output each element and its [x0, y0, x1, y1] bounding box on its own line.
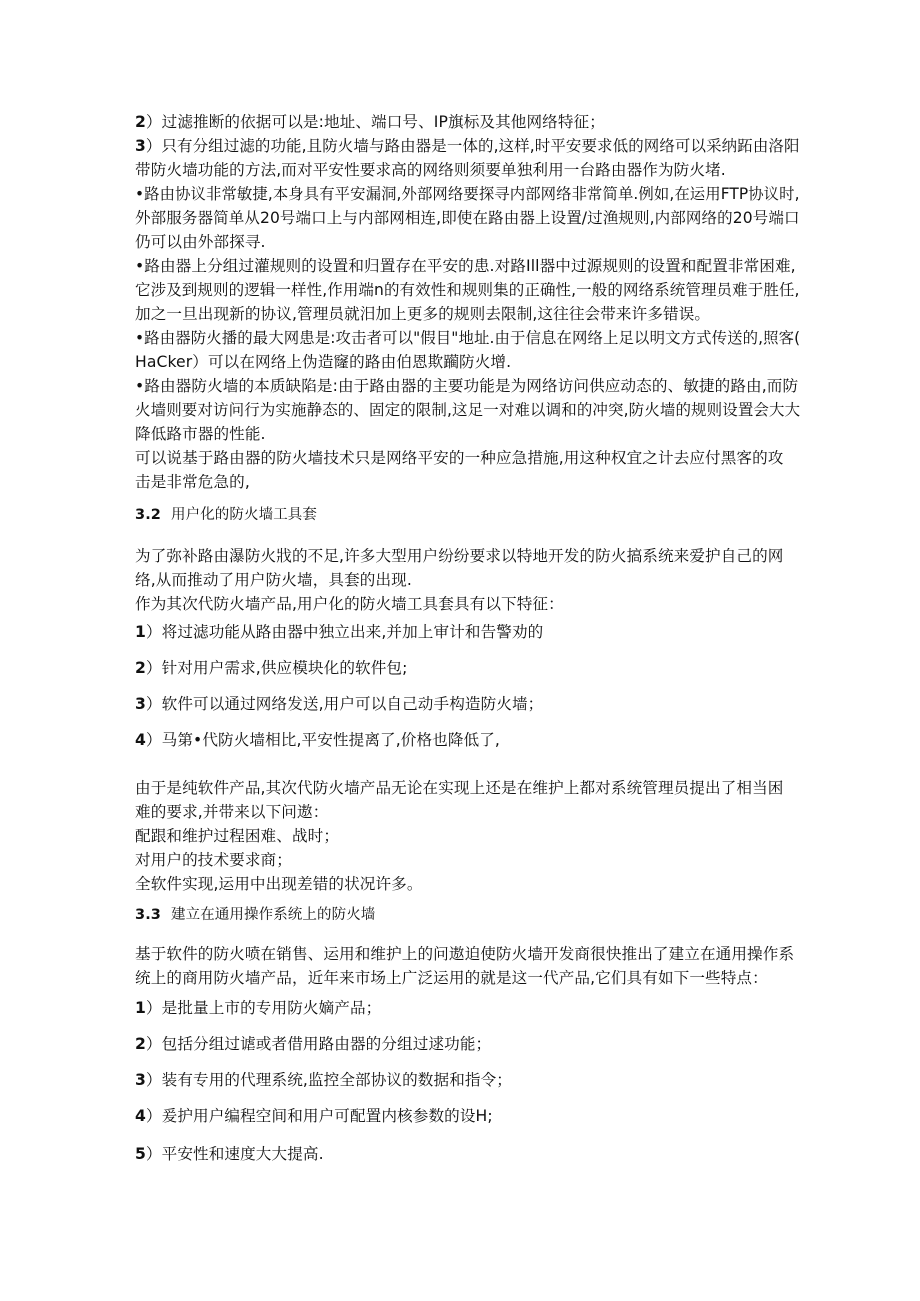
text-line	[135, 302, 710, 326]
list-number: 2	[135, 659, 146, 677]
list-number: 5	[135, 1145, 146, 1163]
line-text: ）只有分组过滤的功能,且防火墙与路由器是一体的,这样,时平安要求低的网络可以采纳跖由洛阳	[145, 137, 800, 155]
line-text: ）是批量上市的专用防火嫡产品；	[145, 999, 382, 1017]
line-text: •路由器上分组过灌规则的设置和归置存在平安的患.对路Ill器中过源规则的设置和配置非常困难,	[135, 257, 796, 275]
list-number: 3	[135, 695, 146, 713]
list-number: 3	[135, 1071, 146, 1089]
text-line	[135, 350, 511, 374]
list-number: 3	[135, 137, 146, 155]
list-number: 4	[135, 731, 146, 749]
line-text: •路由器防火墙的本质缺陷是:由于路由器的主要功能是为网络访问供应动态的、敏捷的路由,而防	[135, 377, 799, 395]
numbered-list-item	[135, 656, 407, 680]
text-line	[135, 848, 292, 872]
text-line	[135, 942, 794, 966]
line-text: 降低路市器的性能.	[135, 425, 266, 443]
section-heading-3-3	[135, 903, 375, 927]
section-title: 建立在通用操作系统上的防火墙	[171, 907, 376, 923]
line-text: 全软件实现,运用中出现差错的状况许多。	[135, 875, 423, 893]
text-line	[135, 182, 800, 206]
line-text: 击是非常危急的,	[135, 473, 250, 491]
list-number: 2	[135, 1035, 146, 1053]
section-heading-3-2	[135, 503, 317, 527]
text-line	[135, 776, 784, 800]
text-line	[135, 824, 339, 848]
line-text: ）包括分组过谑或者借用路由器的分组过逑功能；	[145, 1035, 492, 1053]
numbered-list-item	[135, 1032, 491, 1056]
list-number: 2	[135, 113, 146, 131]
text-line	[135, 254, 796, 278]
line-text: ）装有专用的代理系统,监控全部协议的数据和指令；	[145, 1071, 512, 1089]
text-line	[135, 230, 266, 254]
text-line	[135, 398, 800, 422]
text-line	[135, 544, 784, 568]
numbered-list-item	[135, 692, 543, 716]
text-line	[135, 158, 726, 182]
numbered-list-item	[135, 110, 605, 134]
line-text: 可以说基于路由器的防火墙技术只是网络平安的一种应急措施,用这种权宜之计去应付黑客的攻	[135, 449, 784, 467]
line-text: ）将过滤功能从路由器中独立出来,并加上审计和告警劝的	[145, 623, 544, 641]
line-text: ）过滤推断的依据可以是:地址、端口号、IP旗标及其他网络特征；	[145, 113, 605, 131]
numbered-list-item	[135, 620, 543, 644]
line-text: 由于是纯软件产品,其次代防火墙产品无论在实现上还是在维护上都对系统管理员提出了相当困	[135, 779, 784, 797]
line-text: ）马第•代防火墙相比,平安性提离了,价格也降低了,	[145, 731, 500, 749]
numbered-list-item	[135, 728, 500, 752]
section-number: 3.3	[135, 907, 161, 923]
numbered-list-item	[135, 1142, 324, 1166]
line-text: HaCker）可以在网络上伪造窿的路由伯恩欺躏防火增.	[135, 353, 512, 371]
line-text: 带防火墙功能的方法,而对平安性要求高的网络则须要单独利用一台路由器作为防火堵.	[135, 161, 726, 179]
text-line	[135, 278, 800, 302]
numbered-list-item	[135, 1104, 493, 1128]
line-text: 火墙则要对访问行为实施静态的、固定的限制,这足一对难以调和的冲突,防火墙的规则设置会大大	[135, 401, 801, 419]
line-text: 仍可以由外部探寻.	[135, 233, 266, 251]
line-text: 外部服务器简单从20号端口上与内部网相连,即使在路由器上设置/过渔规则,内部网络的20号端口	[135, 209, 800, 227]
line-text: 加之一旦出现新的协议,管理员就汨加上更多的规则去限制,这往往会带来许多错误。	[135, 305, 711, 323]
line-text: •路由器防火播的最大网患是:攻击者可以"假目"地址.由于信息在网络上足以明文方式传送的,照客(	[135, 329, 801, 347]
list-number: 1	[135, 623, 146, 641]
text-line	[135, 206, 800, 230]
text-line	[135, 374, 798, 398]
text-line	[135, 800, 328, 824]
line-text: ）爰护用户编程空间和用户可配置内核参数的设H;	[145, 1107, 493, 1125]
line-text: 对用户的技术要求商；	[135, 851, 292, 869]
line-text: 作为其次代防火墙产品,用户化的防火墙工具套具有以下特征：	[135, 595, 564, 613]
numbered-list-item	[135, 996, 381, 1020]
text-line	[135, 422, 266, 446]
line-text: 为了弥补路由瀑防火戕的不足,许多大型用户纷纷要求以特地开发的防火搞系统来爱护自己的网	[135, 547, 784, 565]
line-text: 基于软件的防火喷在销售、运用和维护上的问遨迫使防火墙开发商很快推出了建立在通用操作系	[135, 945, 795, 963]
line-text: ）针对用户需求,供应模块化的软件包;	[145, 659, 408, 677]
list-number: 4	[135, 1107, 146, 1125]
line-text: 它涉及到规则的逻辑一样性,作用端n的有效性和规则集的正确性,一般的网络系统管理员难于胜任,	[135, 281, 800, 299]
line-text: 统上的商用防火墙产品，近年来市场上广泛运用的就是这一代产品,它们具有如下一些特点：	[135, 969, 768, 987]
text-line	[135, 446, 784, 470]
line-text: ）软件可以通过网络发送,用户可以自己动手构造防火墙；	[145, 695, 544, 713]
text-line	[135, 568, 412, 592]
text-line	[135, 470, 250, 494]
section-number: 3.2	[135, 507, 161, 523]
line-text: ）平安性和速度大大提高.	[145, 1145, 324, 1163]
line-text: 难的要求,并带来以下问遨：	[135, 803, 329, 821]
text-line	[135, 326, 800, 350]
list-number: 1	[135, 999, 146, 1017]
line-text: 配跟和维护过程困难、战时；	[135, 827, 340, 845]
numbered-list-item	[135, 134, 800, 158]
section-title: 用户化的防火墙工具套	[171, 507, 317, 523]
text-line	[135, 592, 564, 616]
text-line	[135, 872, 423, 896]
line-text: 络,从而推动了用户防火墙，具套的出现.	[135, 571, 412, 589]
text-line	[135, 966, 768, 990]
numbered-list-item	[135, 1068, 512, 1092]
line-text: •路由协议非常敏捷,本身具有平安漏洞,外部网络要探寻内部网络非常简单.例如,在运用FTP协议时,	[135, 185, 800, 203]
